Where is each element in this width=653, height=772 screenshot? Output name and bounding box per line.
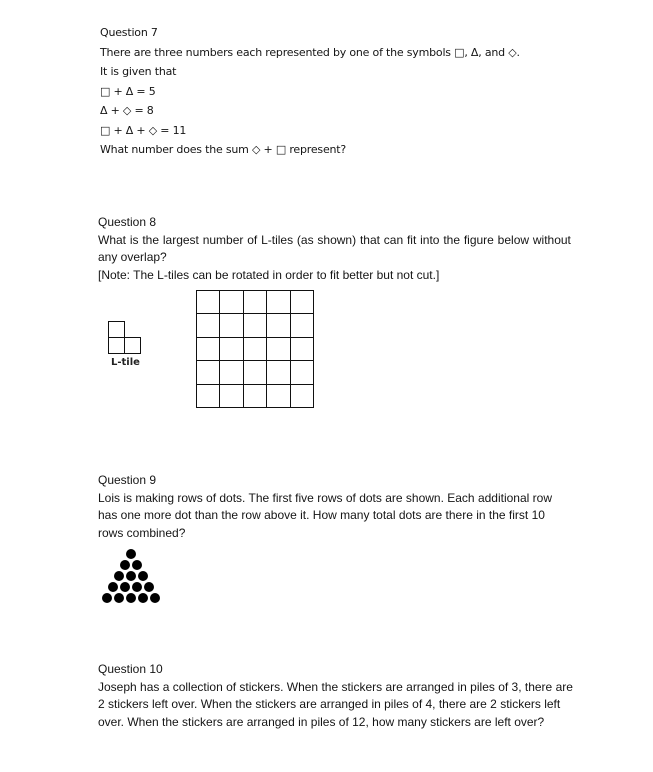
grid-cell	[196, 337, 221, 362]
question-8	[98, 214, 571, 284]
grid-cell	[243, 337, 268, 362]
dot	[144, 582, 154, 592]
question-8-line: any overlap?	[98, 250, 167, 264]
question-7-line: It is given that	[100, 65, 177, 78]
grid-cell	[196, 313, 221, 338]
dot	[108, 582, 118, 592]
dot	[138, 571, 148, 581]
question-10-line: over. When the stickers are arranged in piles of 12, how many stickers are left over?	[98, 714, 545, 729]
grid-cell	[219, 290, 244, 315]
dot	[120, 582, 130, 592]
grid-cell	[266, 384, 291, 409]
l-tile-square	[108, 337, 125, 354]
question-10-line: Joseph has a collection of stickers. When the stickers are arranged in piles of 3, there are	[98, 679, 573, 694]
grid-5x5	[196, 290, 315, 409]
question-8-line: What is the largest number of L-tiles (as shown) that can fit into the figure below without	[98, 232, 571, 247]
dot	[102, 593, 112, 603]
question-10-title: Question 10	[98, 662, 163, 676]
grid-cell	[219, 313, 244, 338]
question-7-line: There are three numbers each represented by one of the symbols □, Δ, and ◇.	[100, 45, 520, 59]
question-9-line: rows combined?	[98, 525, 186, 540]
question-10	[98, 661, 573, 731]
grid-cell	[243, 290, 268, 315]
question-9-title: Question 9	[98, 473, 157, 487]
l-tile-square	[108, 321, 125, 338]
dot	[114, 593, 124, 603]
dot	[132, 582, 142, 592]
dot	[126, 549, 136, 559]
grid-cell	[266, 290, 291, 315]
question-7	[100, 26, 520, 163]
dot	[132, 560, 142, 570]
question-8-note: [Note: The L-tiles can be rotated in order to fit better but not cut.]	[98, 267, 440, 282]
grid-cell	[290, 337, 315, 362]
question-9-line: Lois is making rows of dots. The first five rows of dots are shown. Each additional row	[98, 490, 552, 505]
dot	[138, 593, 148, 603]
question-7-title: Question 7	[100, 26, 158, 39]
grid-cell	[196, 290, 221, 315]
grid-cell	[243, 313, 268, 338]
equation-2: Δ + ◇ = 8	[100, 104, 154, 117]
l-tile-figure	[108, 321, 142, 355]
grid-cell	[219, 337, 244, 362]
grid-cell	[290, 360, 315, 385]
question-9-line: has one more dot than the row above it. How many total dots are there in the first 10	[98, 508, 545, 522]
l-tile-label: L-tile	[111, 357, 140, 368]
equation-1: □ + Δ = 5	[100, 84, 156, 98]
dot	[120, 560, 130, 570]
equation-3: □ + Δ + ◇ = 11	[100, 123, 187, 137]
grid-cell	[196, 384, 221, 409]
grid-cell	[243, 384, 268, 409]
dot-triangle	[100, 549, 162, 605]
question-8-title: Question 8	[98, 215, 157, 229]
dot	[150, 593, 160, 603]
grid-cell	[290, 290, 315, 315]
question-9	[98, 472, 552, 542]
dot	[126, 571, 136, 581]
question-10-line: 2 stickers left over. When the stickers are arranged in piles of 4, there are 2 stickers left	[98, 697, 561, 711]
grid-cell	[290, 384, 315, 409]
grid-cell	[243, 360, 268, 385]
dot	[126, 593, 136, 603]
question-7-prompt: What number does the sum ◇ + □ represent?	[100, 143, 347, 156]
grid-cell	[266, 360, 291, 385]
grid-cell	[196, 360, 221, 385]
grid-cell	[266, 313, 291, 338]
grid-cell	[290, 313, 315, 338]
grid-cell	[266, 337, 291, 362]
grid-cell	[219, 384, 244, 409]
grid-cell	[219, 360, 244, 385]
l-tile-square	[124, 337, 141, 354]
dot	[114, 571, 124, 581]
